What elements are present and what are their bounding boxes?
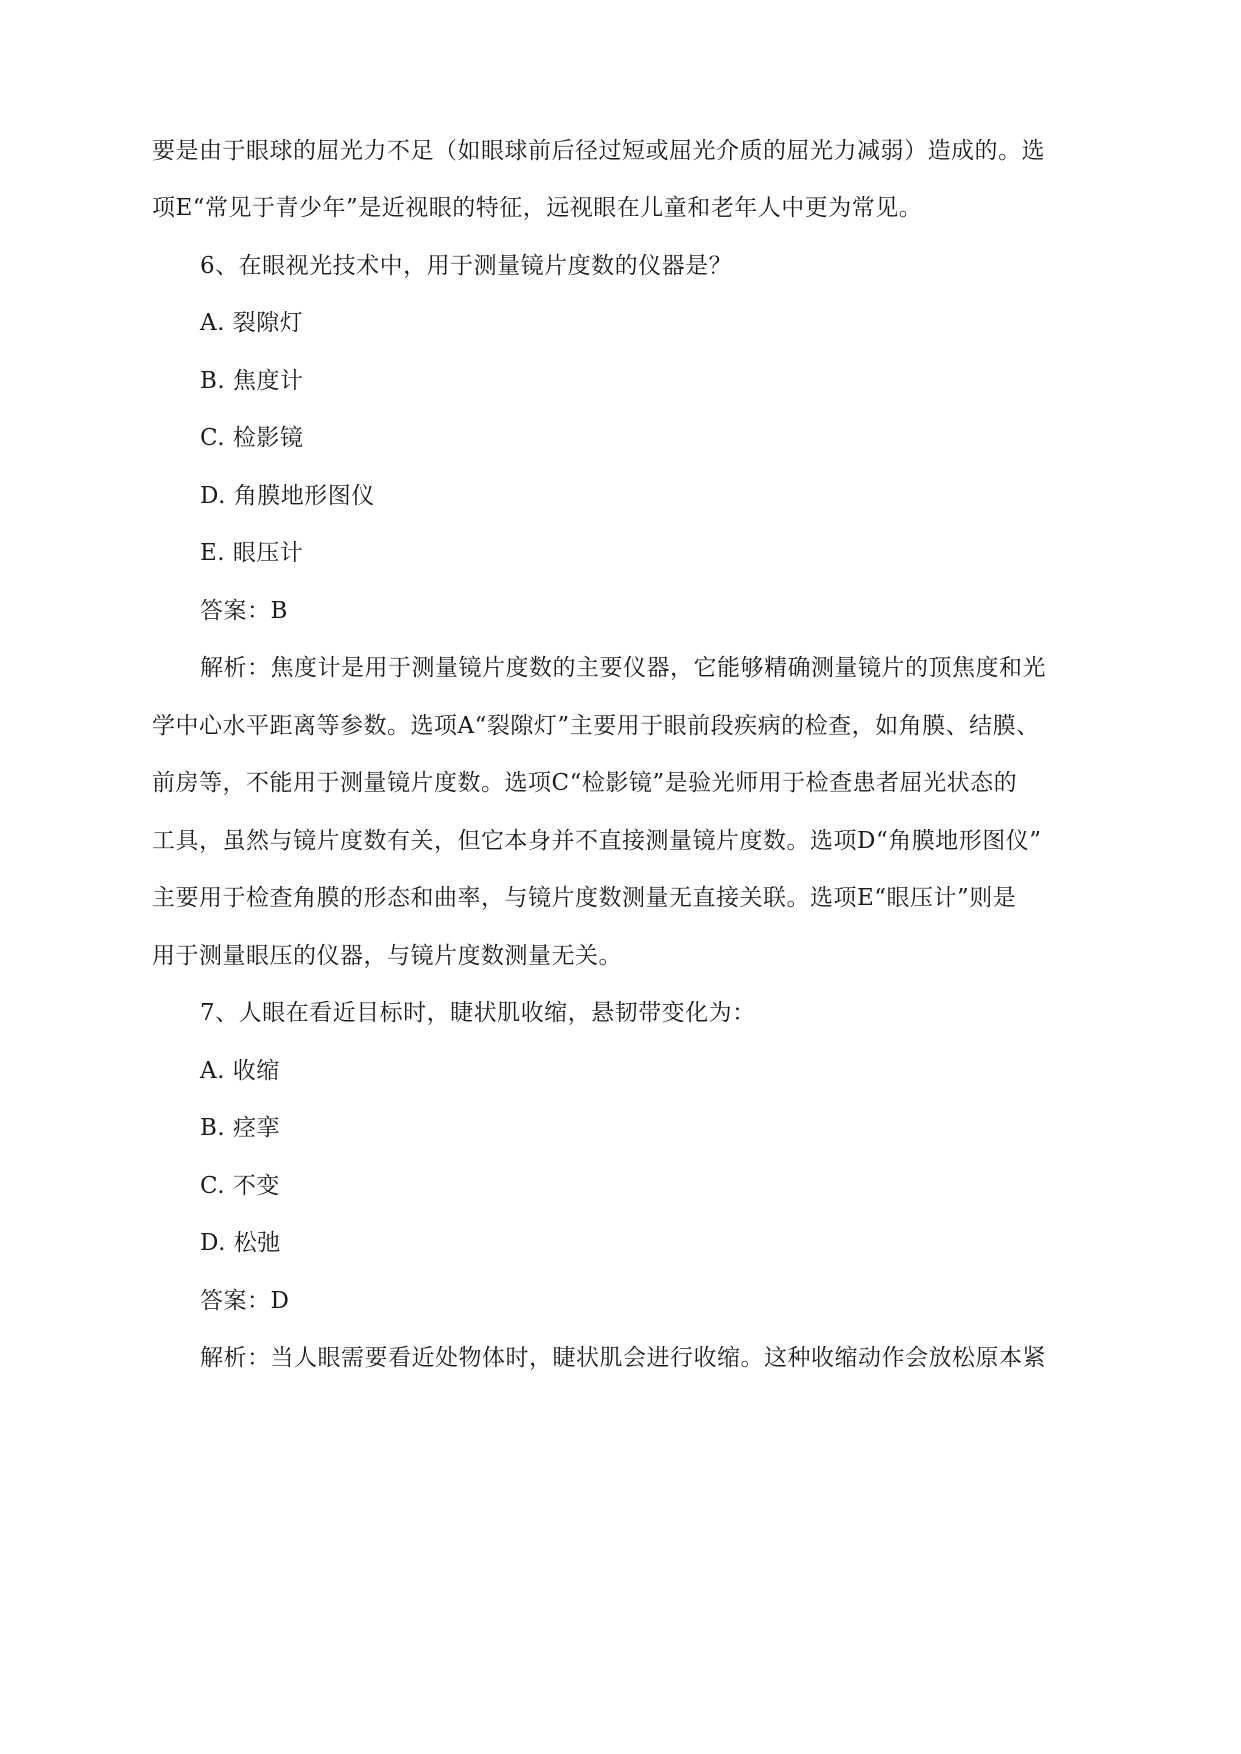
question-6-stem: 6、在眼视光技术中，用于测量镜片度数的仪器是？ xyxy=(200,253,733,279)
question-7-explanation-line: 解析：当人眼需要看近处物体时，睫状肌会进行收缩。这种收缩动作会放松原本紧 xyxy=(200,1345,1046,1371)
question-7-option-d: D. 松弛 xyxy=(200,1230,281,1256)
paragraph-line: 项E“常见于青少年”是近视眼的特征，远视眼在儿童和老年人中更为常见。 xyxy=(152,195,923,221)
question-6-answer: 答案：B xyxy=(200,598,288,624)
question-6-explanation-line: 解析：焦度计是用于测量镜片度数的主要仪器，它能够精确测量镜片的顶焦度和光 xyxy=(200,655,1046,681)
question-6-option-c: C. 检影镜 xyxy=(200,425,304,451)
question-7-answer: 答案：D xyxy=(200,1288,290,1314)
question-7-option-a: A. 收缩 xyxy=(200,1058,280,1084)
question-7-option-b: B. 痉挛 xyxy=(200,1115,281,1141)
question-6-explanation-line: 工具，虽然与镜片度数有关，但它本身并不直接测量镜片度数。选项D“角膜地形图仪” xyxy=(152,828,1042,854)
question-6-explanation-line: 主要用于检查角膜的形态和曲率，与镜片度数测量无直接关联。选项E“眼压计”则是 xyxy=(152,885,1017,911)
question-6-option-b: B. 焦度计 xyxy=(200,368,304,394)
question-6-option-e: E. 眼压计 xyxy=(200,540,304,566)
question-6-option-a: A. 裂隙灯 xyxy=(200,310,304,336)
question-6-explanation-line: 用于测量眼压的仪器，与镜片度数测量无关。 xyxy=(152,943,622,969)
paragraph-line: 要是由于眼球的屈光力不足（如眼球前后径过短或屈光介质的屈光力减弱）造成的。选 xyxy=(152,138,1045,164)
question-7-option-c: C. 不变 xyxy=(200,1173,280,1199)
question-6-option-d: D. 角膜地形图仪 xyxy=(200,483,375,509)
question-7-stem: 7、人眼在看近目标时，睫状肌收缩，悬韧带变化为： xyxy=(200,1000,756,1026)
question-6-explanation-line: 学中心水平距离等参数。选项A“裂隙灯”主要用于眼前段疾病的检查，如角膜、结膜、 xyxy=(152,713,1040,739)
question-6-explanation-line: 前房等，不能用于测量镜片度数。选项C“检影镜”是验光师用于检查患者屈光状态的 xyxy=(152,770,1018,796)
